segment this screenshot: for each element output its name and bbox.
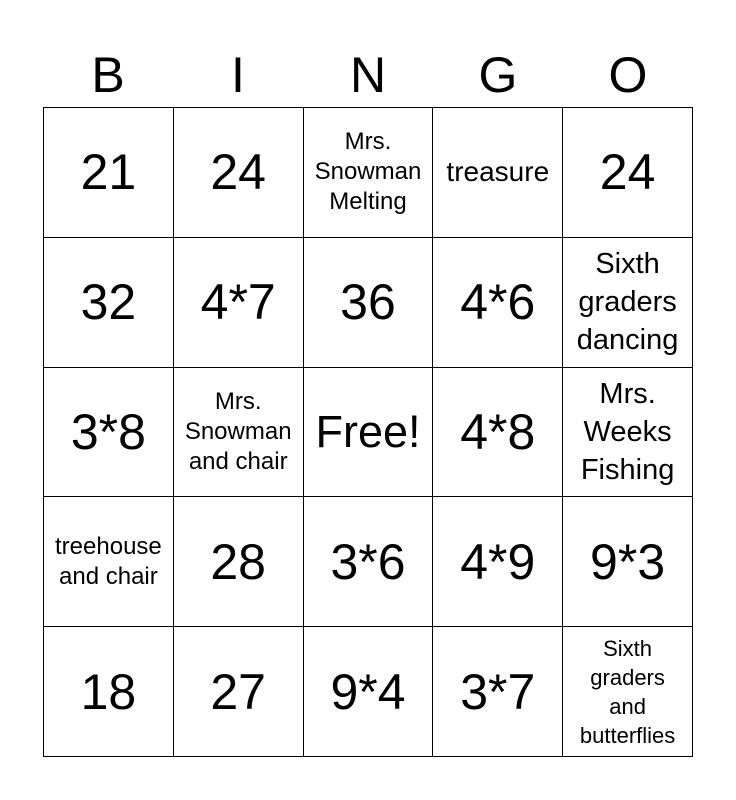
cell-text bbox=[460, 404, 535, 460]
bingo-cell-n-1[interactable] bbox=[304, 108, 434, 238]
cell-text bbox=[460, 664, 535, 720]
cell-text-line: dancing bbox=[576, 324, 679, 357]
cell-text-line: 28 bbox=[210, 533, 266, 590]
cell-text bbox=[71, 404, 146, 460]
cell-text bbox=[315, 406, 420, 458]
cell-text-line: Free! bbox=[315, 405, 421, 457]
cell-text-line: 9*3 bbox=[590, 533, 666, 590]
cell-text bbox=[210, 144, 266, 200]
bingo-cell-i-2[interactable] bbox=[174, 238, 304, 368]
cell-text-line: Fishing bbox=[580, 453, 675, 486]
bingo-cell-i-1[interactable] bbox=[174, 108, 304, 238]
bingo-cell-n-4[interactable] bbox=[304, 497, 434, 627]
cell-text bbox=[581, 375, 675, 489]
cell-text-line: 3*8 bbox=[70, 403, 146, 460]
cell-text-line: 3*6 bbox=[330, 533, 406, 590]
cell-text-line: 18 bbox=[80, 663, 137, 720]
cell-text-line: Mrs. bbox=[599, 377, 656, 410]
cell-text-line: 24 bbox=[210, 144, 266, 201]
cell-text bbox=[81, 664, 137, 720]
cell-text bbox=[185, 387, 292, 477]
cell-text-line: butterflies bbox=[579, 722, 676, 748]
cell-text bbox=[55, 532, 162, 592]
bingo-cell-o-3[interactable] bbox=[563, 368, 693, 498]
bingo-header bbox=[43, 44, 693, 106]
bingo-cell-b-3[interactable] bbox=[44, 368, 174, 498]
header-letter-n: N bbox=[349, 47, 387, 103]
bingo-cell-g-4[interactable] bbox=[433, 497, 563, 627]
cell-text-line: 4*8 bbox=[460, 403, 536, 460]
header-letter-g: G bbox=[478, 47, 518, 103]
cell-text bbox=[330, 534, 405, 590]
cell-text-line: and bbox=[609, 693, 646, 719]
bingo-cell-g-1[interactable] bbox=[433, 108, 563, 238]
cell-text bbox=[340, 274, 396, 330]
bingo-cell-o-4[interactable] bbox=[563, 497, 693, 627]
cell-text bbox=[201, 274, 276, 330]
bingo-cell-i-4[interactable] bbox=[174, 497, 304, 627]
cell-text-line: 32 bbox=[80, 274, 137, 331]
cell-text bbox=[577, 245, 679, 359]
cell-text-line: graders bbox=[590, 664, 665, 690]
cell-text-line: 36 bbox=[340, 274, 396, 331]
bingo-cell-o-5[interactable] bbox=[563, 627, 693, 757]
cell-text bbox=[600, 144, 656, 200]
cell-text-line: treasure bbox=[446, 156, 550, 188]
bingo-cell-n-3[interactable] bbox=[304, 368, 434, 498]
bingo-cell-i-5[interactable] bbox=[174, 627, 304, 757]
cell-text-line: Snowman bbox=[184, 417, 292, 445]
cell-text bbox=[81, 144, 137, 200]
cell-text-line: Weeks bbox=[583, 415, 672, 448]
cell-text-line: Melting bbox=[329, 188, 407, 216]
cell-text-line: 9*4 bbox=[330, 663, 406, 720]
bingo-cell-o-2[interactable] bbox=[563, 238, 693, 368]
cell-text-line: 21 bbox=[80, 144, 137, 201]
bingo-cell-o-1[interactable] bbox=[563, 108, 693, 238]
bingo-cell-n-2[interactable] bbox=[304, 238, 434, 368]
bingo-cell-g-5[interactable] bbox=[433, 627, 563, 757]
cell-text-line: 3*7 bbox=[460, 663, 536, 720]
cell-text-line: 4*6 bbox=[460, 274, 536, 331]
cell-text bbox=[315, 127, 422, 217]
cell-text-line: 4*9 bbox=[460, 533, 536, 590]
cell-text bbox=[330, 664, 405, 720]
cell-text-line: graders bbox=[578, 286, 677, 319]
cell-text-line: 24 bbox=[599, 144, 656, 201]
cell-text bbox=[446, 157, 549, 187]
header-letter-o: O bbox=[608, 47, 648, 103]
bingo-cell-n-5[interactable] bbox=[304, 627, 434, 757]
cell-text-line: treehouse bbox=[55, 532, 162, 560]
cell-text bbox=[460, 274, 535, 330]
bingo-cell-b-5[interactable] bbox=[44, 627, 174, 757]
bingo-cell-b-2[interactable] bbox=[44, 238, 174, 368]
cell-text-line: and chair bbox=[188, 447, 288, 475]
bingo-cell-g-3[interactable] bbox=[433, 368, 563, 498]
bingo-cell-g-2[interactable] bbox=[433, 238, 563, 368]
cell-text-line: Mrs. bbox=[344, 128, 392, 156]
cell-text bbox=[81, 274, 137, 330]
cell-text-line: Snowman bbox=[314, 158, 422, 186]
cell-text bbox=[580, 634, 675, 750]
bingo-cell-i-3[interactable] bbox=[174, 368, 304, 498]
cell-text-line: 4*7 bbox=[200, 274, 276, 331]
cell-text-line: Mrs. bbox=[214, 387, 262, 415]
bingo-cell-b-1[interactable] bbox=[44, 108, 174, 238]
cell-text bbox=[590, 534, 665, 590]
cell-text-line: Sixth bbox=[595, 248, 660, 281]
cell-text bbox=[210, 664, 266, 720]
cell-text bbox=[460, 534, 535, 590]
cell-text-line: 27 bbox=[210, 663, 266, 720]
header-letter-b: B bbox=[91, 47, 125, 103]
bingo-cell-b-4[interactable] bbox=[44, 497, 174, 627]
cell-text bbox=[210, 534, 266, 590]
bingo-card-grid bbox=[43, 107, 693, 757]
cell-text-line: and chair bbox=[59, 562, 158, 590]
header-letter-i: I bbox=[231, 47, 245, 103]
cell-text-line: Sixth bbox=[603, 635, 653, 661]
